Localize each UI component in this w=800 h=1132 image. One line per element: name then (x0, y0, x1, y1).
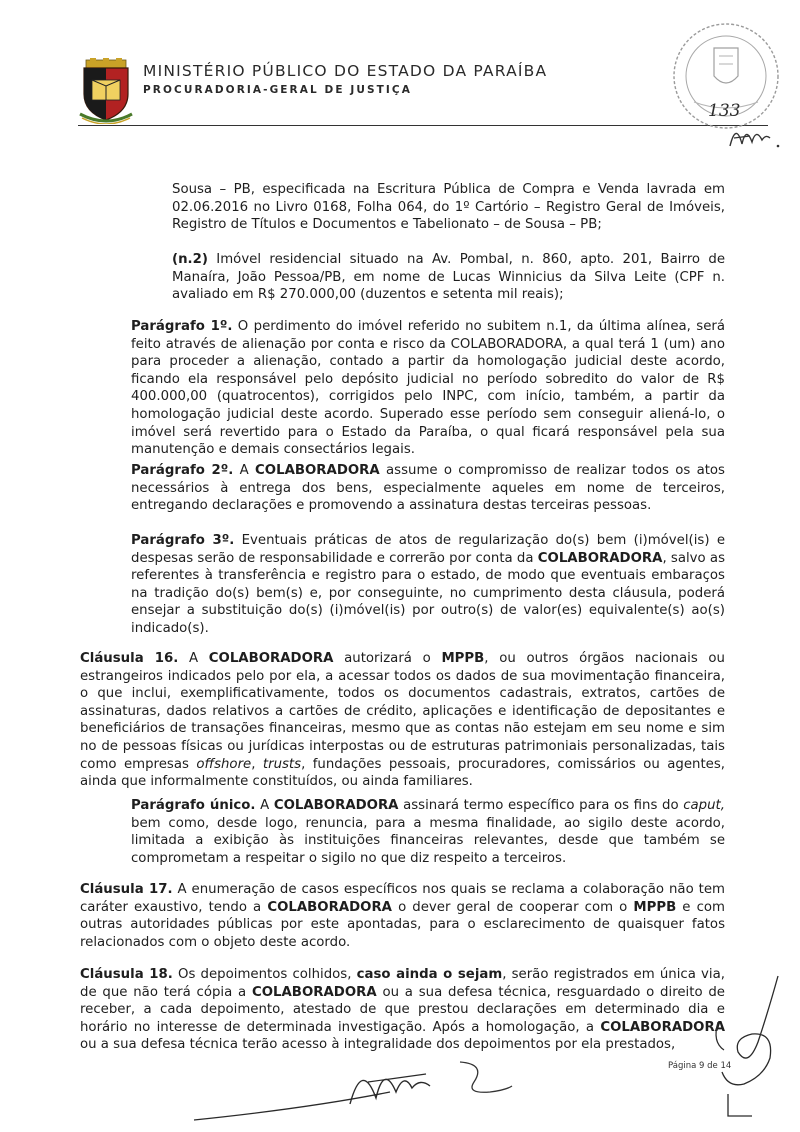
mppb-term: MPPB (441, 651, 485, 666)
clause-label: Cláusula 16. (80, 651, 179, 666)
paragraph-property-1-continuation (172, 181, 725, 234)
signature-scrawl-icon (190, 1052, 520, 1124)
text-run: Sousa – PB, especificada na Escritura Pública de Compra e Venda lavrada em 02.06.2016 no Livro 0168, Folha 064, do 1º Cartório – Registro Geral de Imóveis, Registro de Títulos e Documentos e Tabelionato – de Sousa – PB; (172, 182, 725, 233)
paragraph-2 (131, 462, 725, 515)
clause-label: Cláusula 18. (80, 967, 173, 982)
text-run: bem como, desde logo, renuncia, para a mesma finalidade, ao sigilo deste acordo, limitada a exibição às instituições financeiras relevantes, desde que também se comprometam a respeitar o sigilo no que diz respeito a terceiros. (131, 815, 725, 866)
text-run: A (178, 651, 209, 666)
paragraph-label: Parágrafo 1º. (131, 319, 233, 334)
paragraph-label: Parágrafo 2º. (131, 463, 234, 478)
text-run: ou a sua defesa técnica terão acesso à integralidade dos depoimentos por ela prestados, (80, 1037, 676, 1053)
institution-title: MINISTÉRIO PÚBLICO DO ESTADO DA PARAÍBA (143, 62, 548, 80)
item-label: (n.2) (172, 252, 208, 267)
text-run: A enumeração de casos específicos nos quais se reclama a colaboração não tem caráter exaustivo, tendo a (80, 882, 725, 915)
item-n2 (172, 251, 725, 304)
paragraph-1 (131, 318, 725, 459)
colaboradora-term: COLABORADORA (600, 1019, 725, 1035)
text-run: , serão registrados em única via, de que não terá cópia a (80, 967, 725, 1000)
side-signature-icon (708, 972, 794, 1122)
text-run: assinará termo específico para os fins do (398, 798, 684, 813)
text-run: o dever geral de cooperar com o (391, 899, 634, 915)
text-run: , fundações pessoais, procuradores, comissários ou agentes, ainda que informalmente constituídos, ou ainda familiares. (80, 756, 725, 790)
page-number: Página 9 de 14 (668, 1061, 732, 1071)
clause-18 (80, 966, 725, 1054)
text-run: , salvo as referentes à transferência e registro para o estado, de modo que eventuais embaraços na tradição do(s) bem(s) e, por conseguinte, no cumprimento desta cláusula, poderá ensejar a substituição do(s) (i)móvel(is) por outro(s) de valor(es) equivalente(s) ao(s) indicado(s). (131, 550, 725, 636)
clause-17 (80, 881, 725, 951)
paraiba-coat-of-arms-icon (78, 58, 134, 124)
paragraph-label: Parágrafo único. (131, 798, 256, 813)
text-run: Eventuais práticas de atos de regularização do(s) bem (i)móvel(is) e despesas serão de responsabilidade e correrão por conta da (131, 533, 725, 566)
italic-term: caput, (683, 798, 725, 813)
text-run: e com outras autoridades públicas por este apontadas, para o esclarecimento de quaisquer fatos relacionados com o objeto deste acordo. (80, 899, 725, 950)
colaboradora-term: COLABORADORA (273, 798, 399, 813)
colaboradora-term: COLABORADORA (255, 463, 380, 478)
italic-term: offshore (196, 756, 252, 772)
clause-16 (80, 650, 725, 791)
folio-number: 133 (708, 101, 741, 121)
text-run: autorizará o (333, 651, 442, 666)
clause-label: Cláusula 17. (80, 882, 173, 897)
text-run: O perdimento do imóvel referido no subitem n.1, da última alínea, será feito através de alienação por conta e risco da COLABORADORA, a qual terá 1 (um) ano para proceder a alienação, contado a partir da homologação judicial deste acordo, ficando ela responsável pelo depósito judicial no período sobredito do valor de R$ 400.000,00 (quatrocentos), corrigidos pelo INPC, com início, também, a partir da homologação judicial deste acordo. Superado esse período sem conseguir aliená-lo, o imóvel será revertido para o Estado da Paraíba, o qual ficará responsável pela sua manutenção e demais consectários legais. (131, 319, 725, 458)
text-run: ou a sua defesa técnica, resguardado o direito de receber, a cada depoimento, atestado de que prestou declarações em determinado dia e horário no interesse de determinada investigação. Após a homologação, a (80, 984, 725, 1035)
colaboradora-term: COLABORADORA (537, 550, 663, 566)
paragraph-label: Parágrafo 3º. (131, 533, 235, 548)
text-run: Os depoimentos colhidos, (172, 967, 357, 982)
bold-phrase: caso ainda o sejam (356, 967, 503, 982)
mppb-term: MPPB (633, 899, 677, 915)
text-run: , (251, 756, 263, 772)
colaboradora-term: COLABORADORA (267, 899, 392, 915)
paragraph-3 (131, 532, 725, 638)
sole-paragraph (131, 797, 725, 867)
institution-subtitle: PROCURADORIA-GERAL DE JUSTIÇA (143, 84, 412, 96)
text-run: A (233, 463, 256, 478)
text-run: A (255, 798, 274, 813)
text-run: assume o compromisso de realizar todos os atos necessários à entrega dos bens, especialmente aqueles em nome de terceiros, entregando declarações e promovendo a assinatura destas terceiras pessoas. (131, 463, 725, 514)
text-run: Imóvel residencial situado na Av. Pombal, n. 860, apto. 201, Bairro de Manaíra, João Pessoa/PB, em nome de Lucas Winnicius da Silva Leite (CPF n. avaliado em R$ 270.000,00 (duzentos e setenta mil reais); (172, 252, 725, 303)
colaboradora-term: COLABORADORA (208, 651, 334, 666)
text-run: , ou outros órgãos nacionais ou estrangeiros indicados pelo por ela, a acessar todos os dados de sua movimentação financeira, o que inclui, exemplificativamente, todos os documentos cadastrais, extratos, cartões de assinaturas, dados relativos a cartões de crédito, aplicações e identificação de depositantes e beneficiários de transações financeiras, mesmo que as contas não estejam em seu nome e sim no de pessoas físicas ou jurídicas interpostas ou de estruturas patrimoniais personalizadas, tais como empresas (80, 651, 725, 772)
italic-term: trusts (262, 756, 302, 772)
handwritten-initials-icon (726, 116, 786, 154)
colaboradora-term: COLABORADORA (251, 984, 377, 1000)
